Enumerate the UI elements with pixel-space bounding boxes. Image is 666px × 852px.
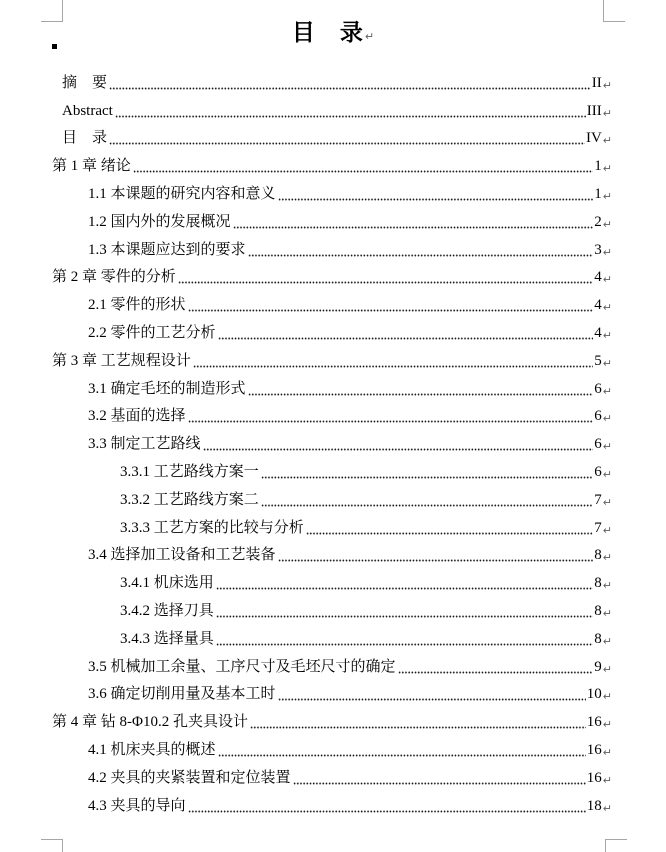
dot-leader [109,87,591,90]
dot-leader [278,198,594,201]
toc-entry-label: 1.3 本课题应达到的要求 [88,241,246,258]
toc-entry-label: 1.2 国内外的发展概况 [88,213,231,230]
toc-entry[interactable] [52,68,612,96]
paragraph-return-icon: ↵ [602,690,612,704]
text-boundary-mark-bottom-right [605,839,627,852]
paragraph-return-icon: ↵ [602,245,612,259]
paragraph-return-icon: ↵ [602,606,612,620]
dot-leader [109,142,585,145]
toc-entry-label: 3.4.1 机床选用 [120,575,214,592]
dot-leader [203,448,594,451]
paragraph-return-icon: ↵ [602,773,612,787]
toc-entry-label: 3.3.2 工艺路线方案二 [120,491,259,508]
toc-page-number: 8 [594,602,602,619]
toc-entry[interactable] [52,707,612,735]
toc-entry[interactable] [52,680,612,708]
toc-entry-label: 目 录 [62,130,108,147]
toc-entry-label: 摘 要 [62,74,108,91]
toc-entry[interactable] [52,151,612,179]
toc-page-number: II [591,74,602,91]
toc-page-number: 6 [594,463,602,480]
paragraph-return-icon: ↵ [602,356,612,370]
dot-leader [216,643,594,646]
toc-entry-label: 3.5 机械加工余量、工序尺寸及毛坯尺寸的确定 [88,658,396,675]
toc-entry[interactable] [52,429,612,457]
toc-entry[interactable] [52,541,612,569]
toc-entry-label: 4.1 机床夹具的概述 [88,741,216,758]
paragraph-return-icon: ↵ [602,78,612,92]
paragraph-return-icon: ↵ [364,30,375,43]
dot-leader [193,365,594,368]
dot-leader [293,782,586,785]
toc-entry[interactable] [52,124,612,152]
dot-leader [248,393,594,396]
toc-page-number: 8 [594,630,602,647]
toc-page-number: III [586,102,602,119]
toc-entry-label: 3.6 确定切削用量及基本工时 [88,686,276,703]
toc-title [0,19,666,46]
paragraph-return-icon: ↵ [602,718,612,732]
toc-entry[interactable] [52,263,612,291]
dot-leader [278,698,586,701]
toc-page-number: 4 [594,324,602,341]
toc-page-number: 9 [594,658,602,675]
toc-page-number: 4 [594,297,602,314]
toc-title-text: 目 录 [291,20,364,45]
toc-entry-label: 4.3 夹具的导向 [88,797,186,814]
dot-leader [216,615,594,618]
toc-entry-label: 3.4 选择加工设备和工艺装备 [88,547,276,564]
toc-entry-label: 2.1 零件的形状 [88,297,186,314]
toc-entry[interactable] [52,652,612,680]
toc-entry[interactable] [52,791,612,819]
dot-leader [218,754,586,757]
toc-page-number: 2 [594,213,602,230]
dot-leader [261,504,594,507]
paragraph-return-icon: ↵ [602,495,612,509]
toc-page-number: 7 [594,491,602,508]
dot-leader [188,810,586,813]
toc-page-number: 6 [594,408,602,425]
toc-entry-label: Abstract [62,102,113,119]
paragraph-return-icon: ↵ [602,801,612,815]
toc-entry[interactable] [52,596,612,624]
toc-page-number: 18 [586,797,602,814]
toc-page-number: 1 [594,158,602,175]
dot-leader [133,170,594,173]
toc-entry[interactable] [52,179,612,207]
paragraph-return-icon: ↵ [602,189,612,203]
paragraph-return-icon: ↵ [602,412,612,426]
paragraph-return-icon: ↵ [602,162,612,176]
paragraph-return-icon: ↵ [602,551,612,565]
dot-leader [398,671,594,674]
toc-page-number: 1 [594,185,602,202]
paragraph-return-icon: ↵ [602,634,612,648]
toc-entry-label: 3.2 基面的选择 [88,408,186,425]
toc-entry[interactable] [52,235,612,263]
dot-leader [188,420,594,423]
paragraph-return-icon: ↵ [602,579,612,593]
toc-page-number: 6 [594,436,602,453]
toc-entry-label: 第 3 章 工艺规程设计 [52,352,191,369]
toc-entry-label: 2.2 零件的工艺分析 [88,324,216,341]
toc-page-number: 4 [594,269,602,286]
paragraph-return-icon: ↵ [602,106,612,120]
toc-entry-label: 3.3.1 工艺路线方案一 [120,463,259,480]
toc-entry[interactable] [52,290,612,318]
paragraph-return-icon: ↵ [602,384,612,398]
dot-leader [216,587,594,590]
toc-entry-label: 3.1 确定毛坯的制造形式 [88,380,246,397]
paragraph-bullet-square [52,44,57,49]
toc-entry[interactable] [52,457,612,485]
toc-page-number: 7 [594,519,602,536]
toc-page-number: 16 [586,769,602,786]
toc-page-number: 16 [586,714,602,731]
toc-page-number: 16 [586,741,602,758]
dot-leader [188,309,594,312]
toc-entry-label: 1.1 本课题的研究内容和意义 [88,185,276,202]
toc-page-number: 6 [594,380,602,397]
toc-page-number: 3 [594,241,602,258]
dot-leader [261,476,594,479]
text-boundary-mark-bottom-left [41,839,63,852]
dot-leader [115,115,586,118]
paragraph-return-icon: ↵ [602,301,612,315]
toc-entry[interactable] [52,374,612,402]
toc-entry-label: 3.4.2 选择刀具 [120,602,214,619]
dot-leader [250,726,586,729]
toc-page-number: IV [585,130,602,147]
dot-leader [248,254,594,257]
toc-entry[interactable] [52,346,612,374]
paragraph-return-icon: ↵ [602,273,612,287]
toc-entry-label: 3.3.3 工艺方案的比较与分析 [120,519,304,536]
toc-entry[interactable] [52,763,612,791]
paragraph-return-icon: ↵ [602,328,612,342]
toc-entry[interactable] [52,513,612,541]
toc-page-number: 8 [594,575,602,592]
toc-entry-label: 第 2 章 零件的分析 [52,269,176,286]
toc-page-number: 8 [594,547,602,564]
dot-leader [233,226,594,229]
toc-entry-label: 4.2 夹具的夹紧装置和定位装置 [88,769,291,786]
toc-entry[interactable] [52,485,612,513]
paragraph-return-icon: ↵ [602,745,612,759]
toc-entry-label: 3.4.3 选择量具 [120,630,214,647]
toc-page-number: 10 [586,686,602,703]
dot-leader [218,337,594,340]
paragraph-return-icon: ↵ [602,467,612,481]
paragraph-return-icon: ↵ [602,134,612,148]
toc-entry[interactable] [52,624,612,652]
toc-entry-label: 第 1 章 绪论 [52,158,131,175]
dot-leader [306,532,594,535]
toc-entry[interactable] [52,402,612,430]
toc-entry-label: 第 4 章 钻 8-Φ10.2 孔夹具设计 [52,714,248,731]
toc-entry-label: 3.3 制定工艺路线 [88,436,201,453]
toc-list [52,68,612,819]
toc-entry[interactable] [52,568,612,596]
dot-leader [178,281,594,284]
toc-page-number: 5 [594,352,602,369]
toc-entry[interactable] [52,96,612,124]
dot-leader [278,559,594,562]
paragraph-return-icon: ↵ [602,662,612,676]
toc-entry[interactable] [52,207,612,235]
toc-entry[interactable] [52,318,612,346]
paragraph-return-icon: ↵ [602,440,612,454]
paragraph-return-icon: ↵ [602,217,612,231]
toc-entry[interactable] [52,735,612,763]
paragraph-return-icon: ↵ [602,523,612,537]
